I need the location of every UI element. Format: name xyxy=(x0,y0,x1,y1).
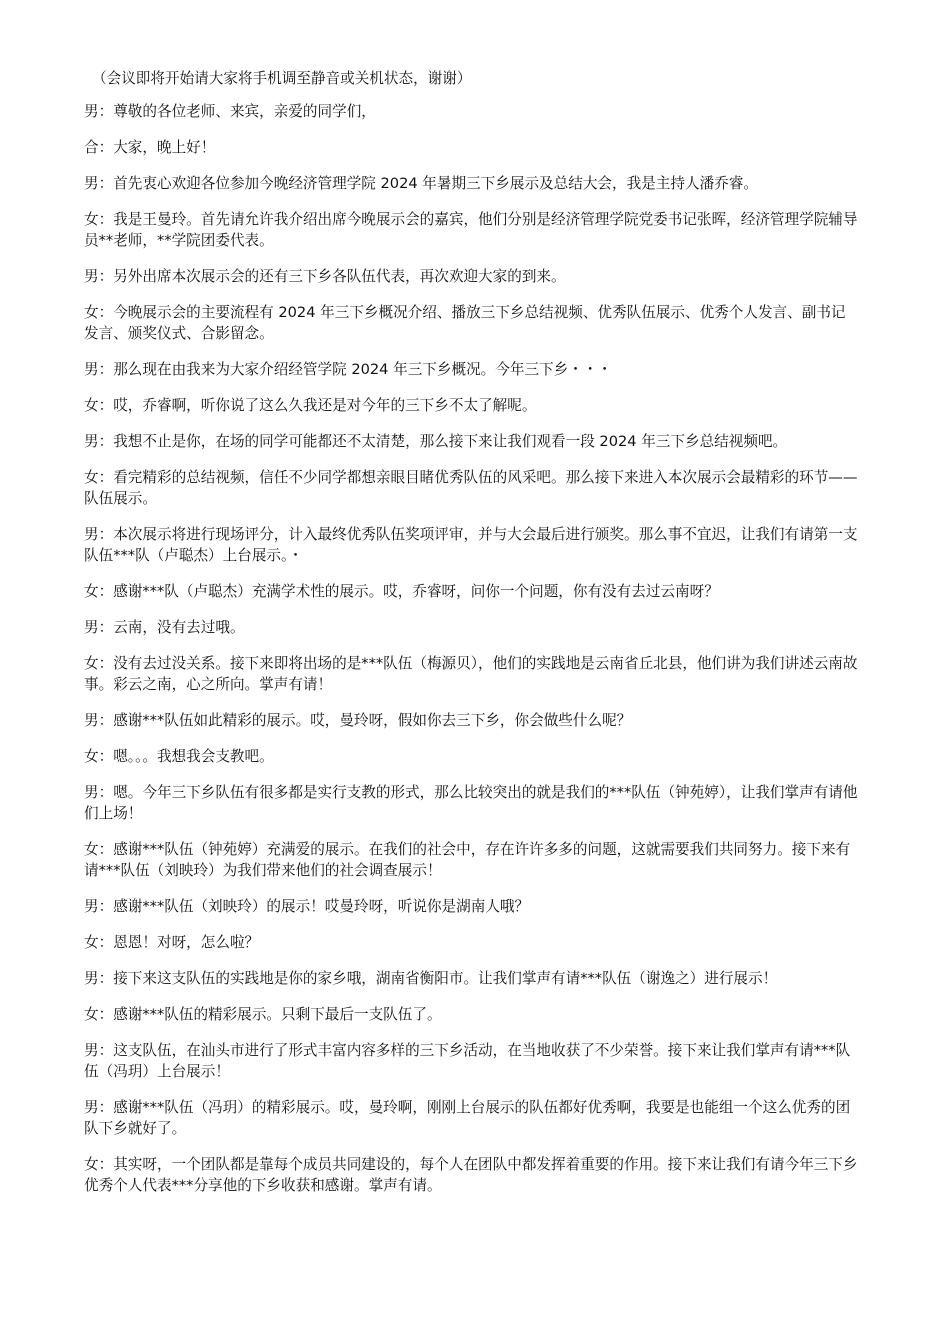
script-line: 女：哎，乔睿啊，听你说了这么久我还是对今年的三下乡不太了解呢。 xyxy=(84,397,537,414)
script-line: 男：本次展示将进行现场评分，计入最终优秀队伍奖项评审，并与大会最后进行颁奖。那么事不宜迟，让我们有请第一支队伍***队（卢聪杰）上台展示。・ xyxy=(84,526,858,564)
script-line: 男：尊敬的各位老师、来宾，亲爱的同学们， xyxy=(84,103,376,120)
script-line: 男：首先衷心欢迎各位参加今晚经济管理学院 2024 年暑期三下乡展示及总结大会，我是主持人潘乔睿。 xyxy=(84,175,758,192)
script-line: 女：感谢***队伍（钟苑婷）充满爱的展示。在我们的社会中，存在许许多多的问题，这就需要我们共同努力。接下来有请***队伍（刘映玲）为我们带来他们的社会调查展示！ xyxy=(84,841,851,879)
script-line: 女：看完精彩的总结视频，信任不少同学都想亲眼目睹优秀队伍的风采吧。那么接下来进入本次展示会最精彩的环节——队伍展示。 xyxy=(84,469,858,507)
script-line: 男：云南，没有去过哦。 xyxy=(84,619,245,636)
script-line: 合：大家，晚上好！ xyxy=(84,139,216,156)
script-line: 女：没有去过没关系。接下来即将出场的是***队伍（梅源贝），他们的实践地是云南省丘北县，他们讲为我们讲述云南故事。彩云之南，心之所向。掌声有请！ xyxy=(84,655,858,693)
meeting-notice: （会议即将开始请大家将手机调至静音或关机状态，谢谢） xyxy=(92,70,472,87)
script-line: 男：感谢***队伍（刘映玲）的展示！哎曼玲呀，听说你是湖南人哦？ xyxy=(84,898,530,915)
script-line: 女：其实呀，一个团队都是靠每个成员共同建设的，每个人在团队中都发挥着重要的作用。接下来让我们有请今年三下乡优秀个人代表***分享他的下乡收获和感谢。掌声有请。 xyxy=(84,1156,858,1194)
script-line: 男：另外出席本次展示会的还有三下乡各队伍代表，再次欢迎大家的到来。 xyxy=(84,268,566,285)
script-line: 男：那么现在由我来为大家介绍经管学院 2024 年三下乡概况。今年三下乡・・・ xyxy=(84,361,613,378)
script-line: 女：感谢***队（卢聪杰）充满学术性的展示。哎，乔睿呀，问你一个问题，你有没有去过云南呀？ xyxy=(84,583,719,600)
script-line: 男：感谢***队伍如此精彩的展示。哎，曼玲呀，假如你去三下乡，你会做些什么呢？ xyxy=(84,712,632,729)
script-line: 男：嗯。今年三下乡队伍有很多都是实行支教的形式，那么比较突出的就是我们的***队伍（钟苑婷），让我们掌声有请他们上场！ xyxy=(84,784,858,822)
script-line: 女：嗯。。。我想我会支教吧。 xyxy=(84,748,274,765)
script-line: 女：我是王曼玲。首先请允许我介绍出席今晚展示会的嘉宾，他们分别是经济管理学院党委书记张晖，经济管理学院辅导员**老师，**学院团委代表。 xyxy=(84,211,858,249)
script-line: 男：这支队伍，在汕头市进行了形式丰富内容多样的三下乡活动，在当地收获了不少荣誉。接下来让我们掌声有请***队伍（冯玥）上台展示！ xyxy=(84,1042,851,1080)
script-line: 女：感谢***队伍的精彩展示。只剩下最后一支队伍了。 xyxy=(84,1006,442,1023)
script-line: 男：我想不止是你，在场的同学可能都还不太清楚，那么接下来让我们观看一段 2024 年三下乡总结视频吧。 xyxy=(84,433,788,450)
script-line: 女：恩恩！对呀，怎么啦？ xyxy=(84,934,260,951)
script-line: 女：今晚展示会的主要流程有 2024 年三下乡概况介绍、播放三下乡总结视频、优秀队伍展示、优秀个人发言、副书记发言、颁奖仪式、合影留念。 xyxy=(84,304,846,342)
script-line: 男：感谢***队伍（冯玥）的精彩展示。哎，曼玲啊，刚刚上台展示的队伍都好优秀啊，我要是也能组一个这么优秀的团队下乡就好了。 xyxy=(84,1099,851,1137)
script-line: 男：接下来这支队伍的实践地是你的家乡哦，湖南省衡阳市。让我们掌声有请***队伍（谢逸之）进行展示！ xyxy=(84,970,778,987)
